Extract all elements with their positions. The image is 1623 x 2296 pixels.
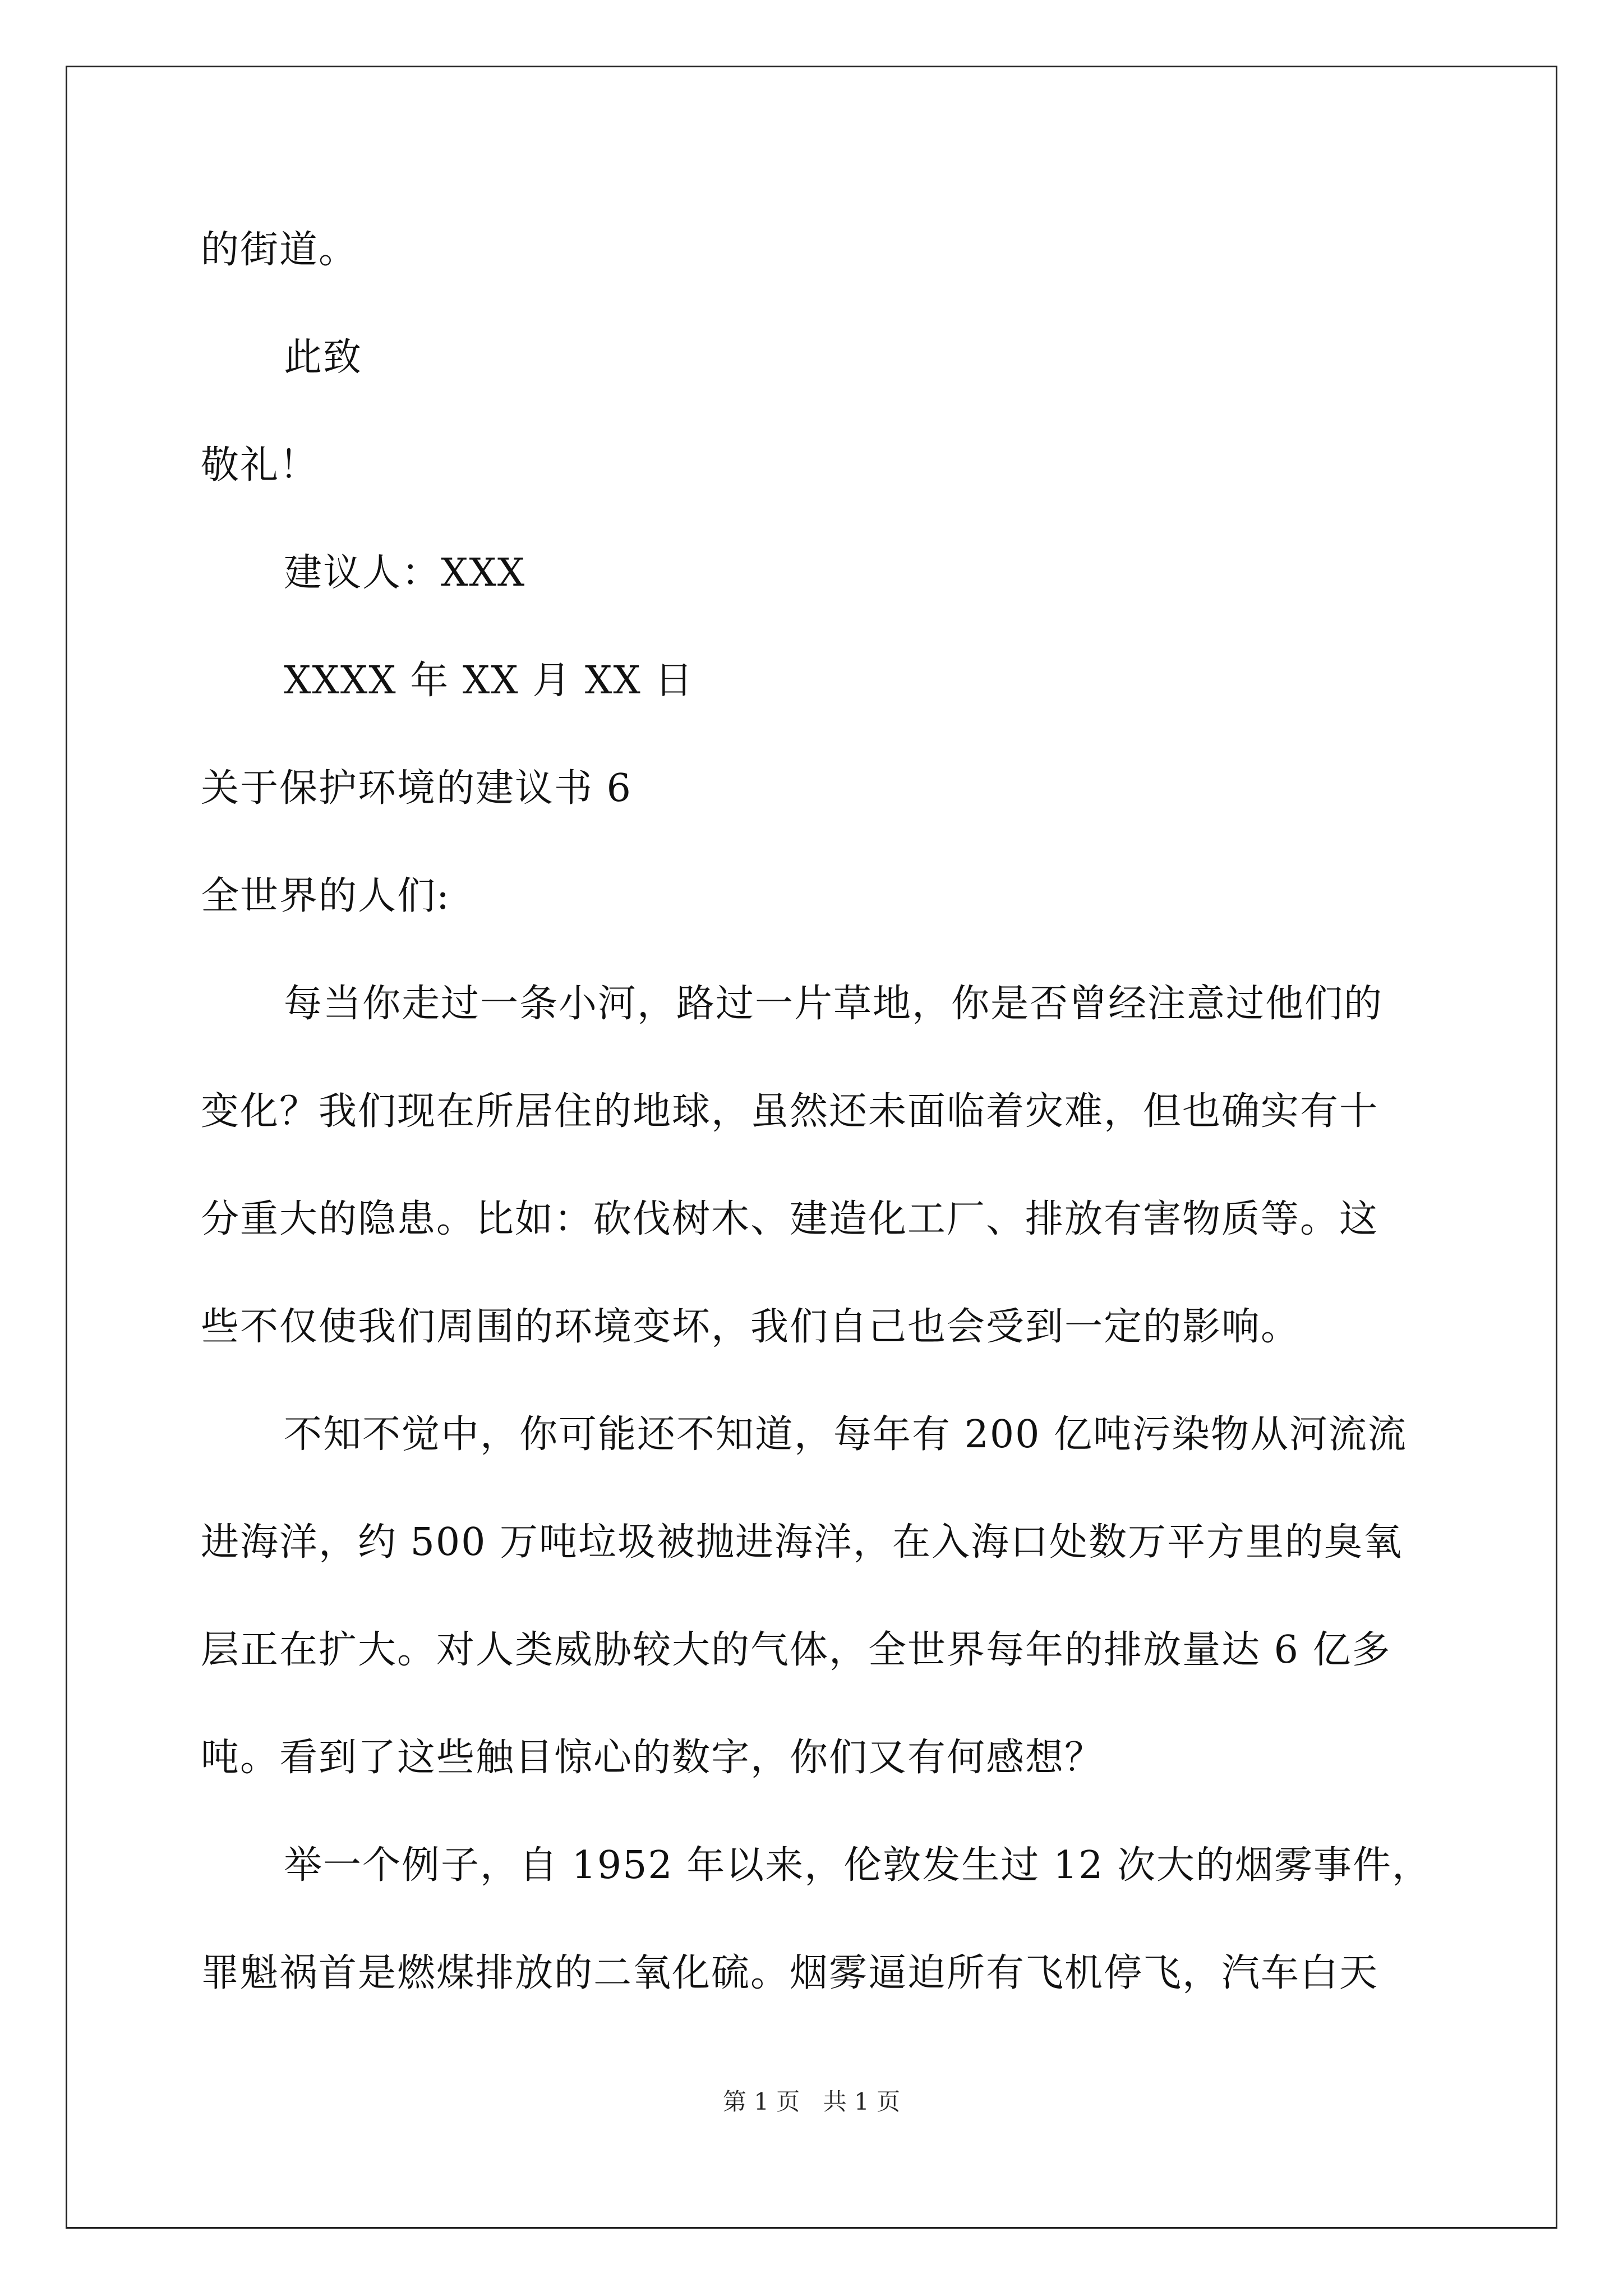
page-footer — [0, 2088, 1623, 2116]
paragraph-line: 不知不觉中，你可能还不知道，每年有 200 亿吨污染物从河流流 — [284, 1412, 1408, 1457]
paragraph-line: 吨。看到了这些触目惊心的数字，你们又有何感想？ — [201, 1736, 1104, 1780]
paragraph-line: 进海洋，约 500 万吨垃圾被抛进海洋，在入海口处数万平方里的臭氧 — [201, 1520, 1403, 1565]
page-number: 第 1 页 — [722, 2088, 800, 2115]
paragraph-line: 层正在扩大。对人类威胁较大的气体，全世界每年的排放量达 6 亿多 — [201, 1628, 1391, 1672]
closing-salutation: 此致 — [284, 335, 363, 380]
paragraph-line: 变化？我们现在所居住的地球，虽然还未面临着灾难，但也确实有十 — [201, 1089, 1379, 1134]
date-line: XXXX 年 XX 月 XX 日 — [284, 659, 694, 703]
page-total: 共 1 页 — [823, 2088, 901, 2115]
paragraph-line: 罪魁祸首是燃煤排放的二氧化硫。烟雾逼迫所有飞机停飞，汽车白天 — [201, 1951, 1379, 1995]
section-title: 关于保护环境的建议书 6 — [201, 766, 632, 811]
greeting-line: 全世界的人们: — [201, 874, 450, 918]
paragraph-line: 分重大的隐患。比如：砍伐树木、建造化工厂、排放有害物质等。这 — [201, 1197, 1379, 1241]
page-border — [66, 66, 1557, 2229]
paragraph-line: 每当你走过一条小河，路过一片草地，你是否曾经注意过他们的 — [284, 982, 1384, 1026]
text-line: 的街道。 — [201, 228, 358, 272]
paragraph-line: 些不仅使我们周围的环境变坏，我们自己也会受到一定的影响。 — [201, 1305, 1301, 1349]
closing-regards: 敬礼！ — [201, 443, 319, 487]
paragraph-line: 举一个例子，自 1952 年以来，伦敦发生过 12 次大的烟雾事件， — [284, 1843, 1432, 1888]
signature-line: 建议人：XXX — [284, 551, 526, 595]
